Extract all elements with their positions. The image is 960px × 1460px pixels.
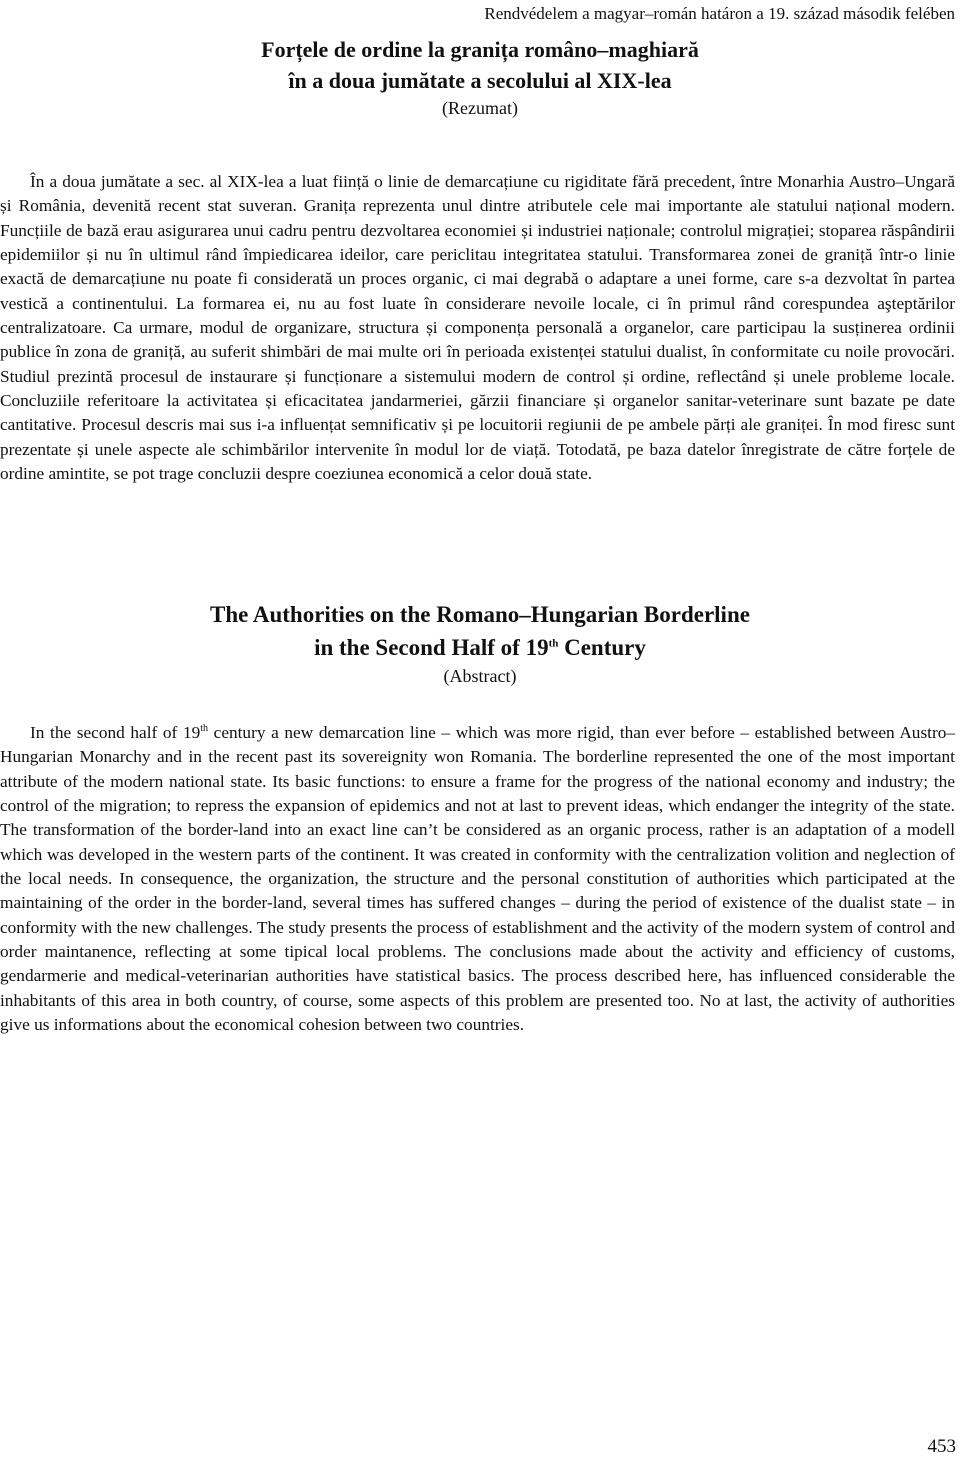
english-abstract-start: In the second half of 19 xyxy=(30,723,201,742)
english-abstract-ordinal-suffix: th xyxy=(200,723,209,735)
page-number: 453 xyxy=(927,1436,956,1457)
english-abstract-rest: century a new demarcation line – which was more rigid, than ever before – established between Austro–Hungarian Monarchy and in the recent past its sovereignity won Romania. The borderline represented the one of the most important attribute of the modern national state. Its basic functions: to ensure a frame for the progress of the national economy and industry; the control of the migration; to repress the expansion of epidemics and not at last to prevent ideas, which endanger the integrity of the state. The transformation of the border-land into an exact line can’t be considered as an organic process, rather is an adaptation of a modell which was developed in the western parts of the continent. It was created in conformity with the centralization volition and neglection of the local needs. In consequence, the organization, the structure and the personal constitution of authorities which participated at the maintaining of the order in the border-land, several times has suffered changes – during the period of existence of the dualist state – in conformity with the new challenges. The study presents the process of establishment and the activity of the modern system of control and order maintanence, reflecting at some tipical local problems. The conclusions made about the activity and efficiency of customs, gendarmerie and medical-veterinarian authorities have statistical basics. The process described here, has influenced considerable the inhabitants of this area in both country, of course, some aspects of this problem are presented too. No at last, the activity of authorities give us informations about the economical cohesion between two countries. xyxy=(0,723,956,1035)
english-title-line-2-start: in the Second Half of 19 xyxy=(314,635,549,660)
romanian-summary-paragraph: În a doua jumătate a sec. al XIX-lea a luat ființă o linie de demarcațiune cu rigiditate fără precedent, între Monarhia Austro–Ungară și România, devenită recent stat suveran. Granița reprezenta unul dintre atributele cele mai importante ale statului național modern. Funcțiile de bază erau asigurarea unui cadru pentru dezvoltarea economiei și industriei naționale; controlul migrației; stoparea răspândirii epidemiilor și nu în ultimul rând împiedicarea ideilor, care periclitau integritatea statului. Transformarea zonei de graniță într-o linie exactă de demarcațiune nu poate fi considerată un proces organic, ci mai degrabă o adaptare a unei forme, care s-a dezvoltat în partea vestică a continentului. La formarea ei, nu au fost luate în considerare nevoile locale, ci în primul rând corespundea aşteptărilor centralizatoare. Ca urmare, modul de organizare, structura și componența personală a organelor, care participau la susținerea ordinii publice în zona de graniță, au suferit shimbări de mai multe ori în perioada existenței statului dualist, în conformitate cu noile provocări. Studiul prezintă procesul de instaurare și funcționare a sistemului modern de control și ordine, reflectând și unele probleme locale. Concluziile referitoare la activitatea și eficacitatea jandarmeriei, gărzii financiare și organelor sanitar-veterinare sunt bazate pe date cantitative. Procesul descris mai sus i-a influențat semnificativ și pe locuitorii regiunii de pe ambele părți ale graniței. În mod firesc sunt prezentate și unele aspecte ale schimbărilor intervenite în modul lor de viață. Totodată, pe baza datelor înregistrate de către forțele de ordine amintite, se pot trage concluzii despre coeziunea economică a celor două state. xyxy=(0,172,955,484)
english-title-ordinal-suffix: th xyxy=(548,637,559,650)
romanian-subtitle: (Rezumat) xyxy=(442,98,518,118)
english-title-line-1: The Authorities on the Romano–Hungarian Borderline xyxy=(210,602,750,627)
english-title-line-2 xyxy=(0,631,960,664)
english-abstract-paragraph xyxy=(0,721,955,1037)
romanian-title-line-2: în a doua jumătate a secolului al XIX-lea xyxy=(288,68,672,93)
romanian-title-line-1: Forțele de ordine la granița româno–maghiară xyxy=(261,37,699,62)
english-title-block xyxy=(0,598,960,688)
romanian-title-block xyxy=(0,34,960,120)
running-header: Rendvédelem a magyar–román határon a 19. század második felében xyxy=(484,4,955,23)
english-title-line-2-end: Century xyxy=(558,635,646,660)
english-subtitle: (Abstract) xyxy=(443,666,517,686)
